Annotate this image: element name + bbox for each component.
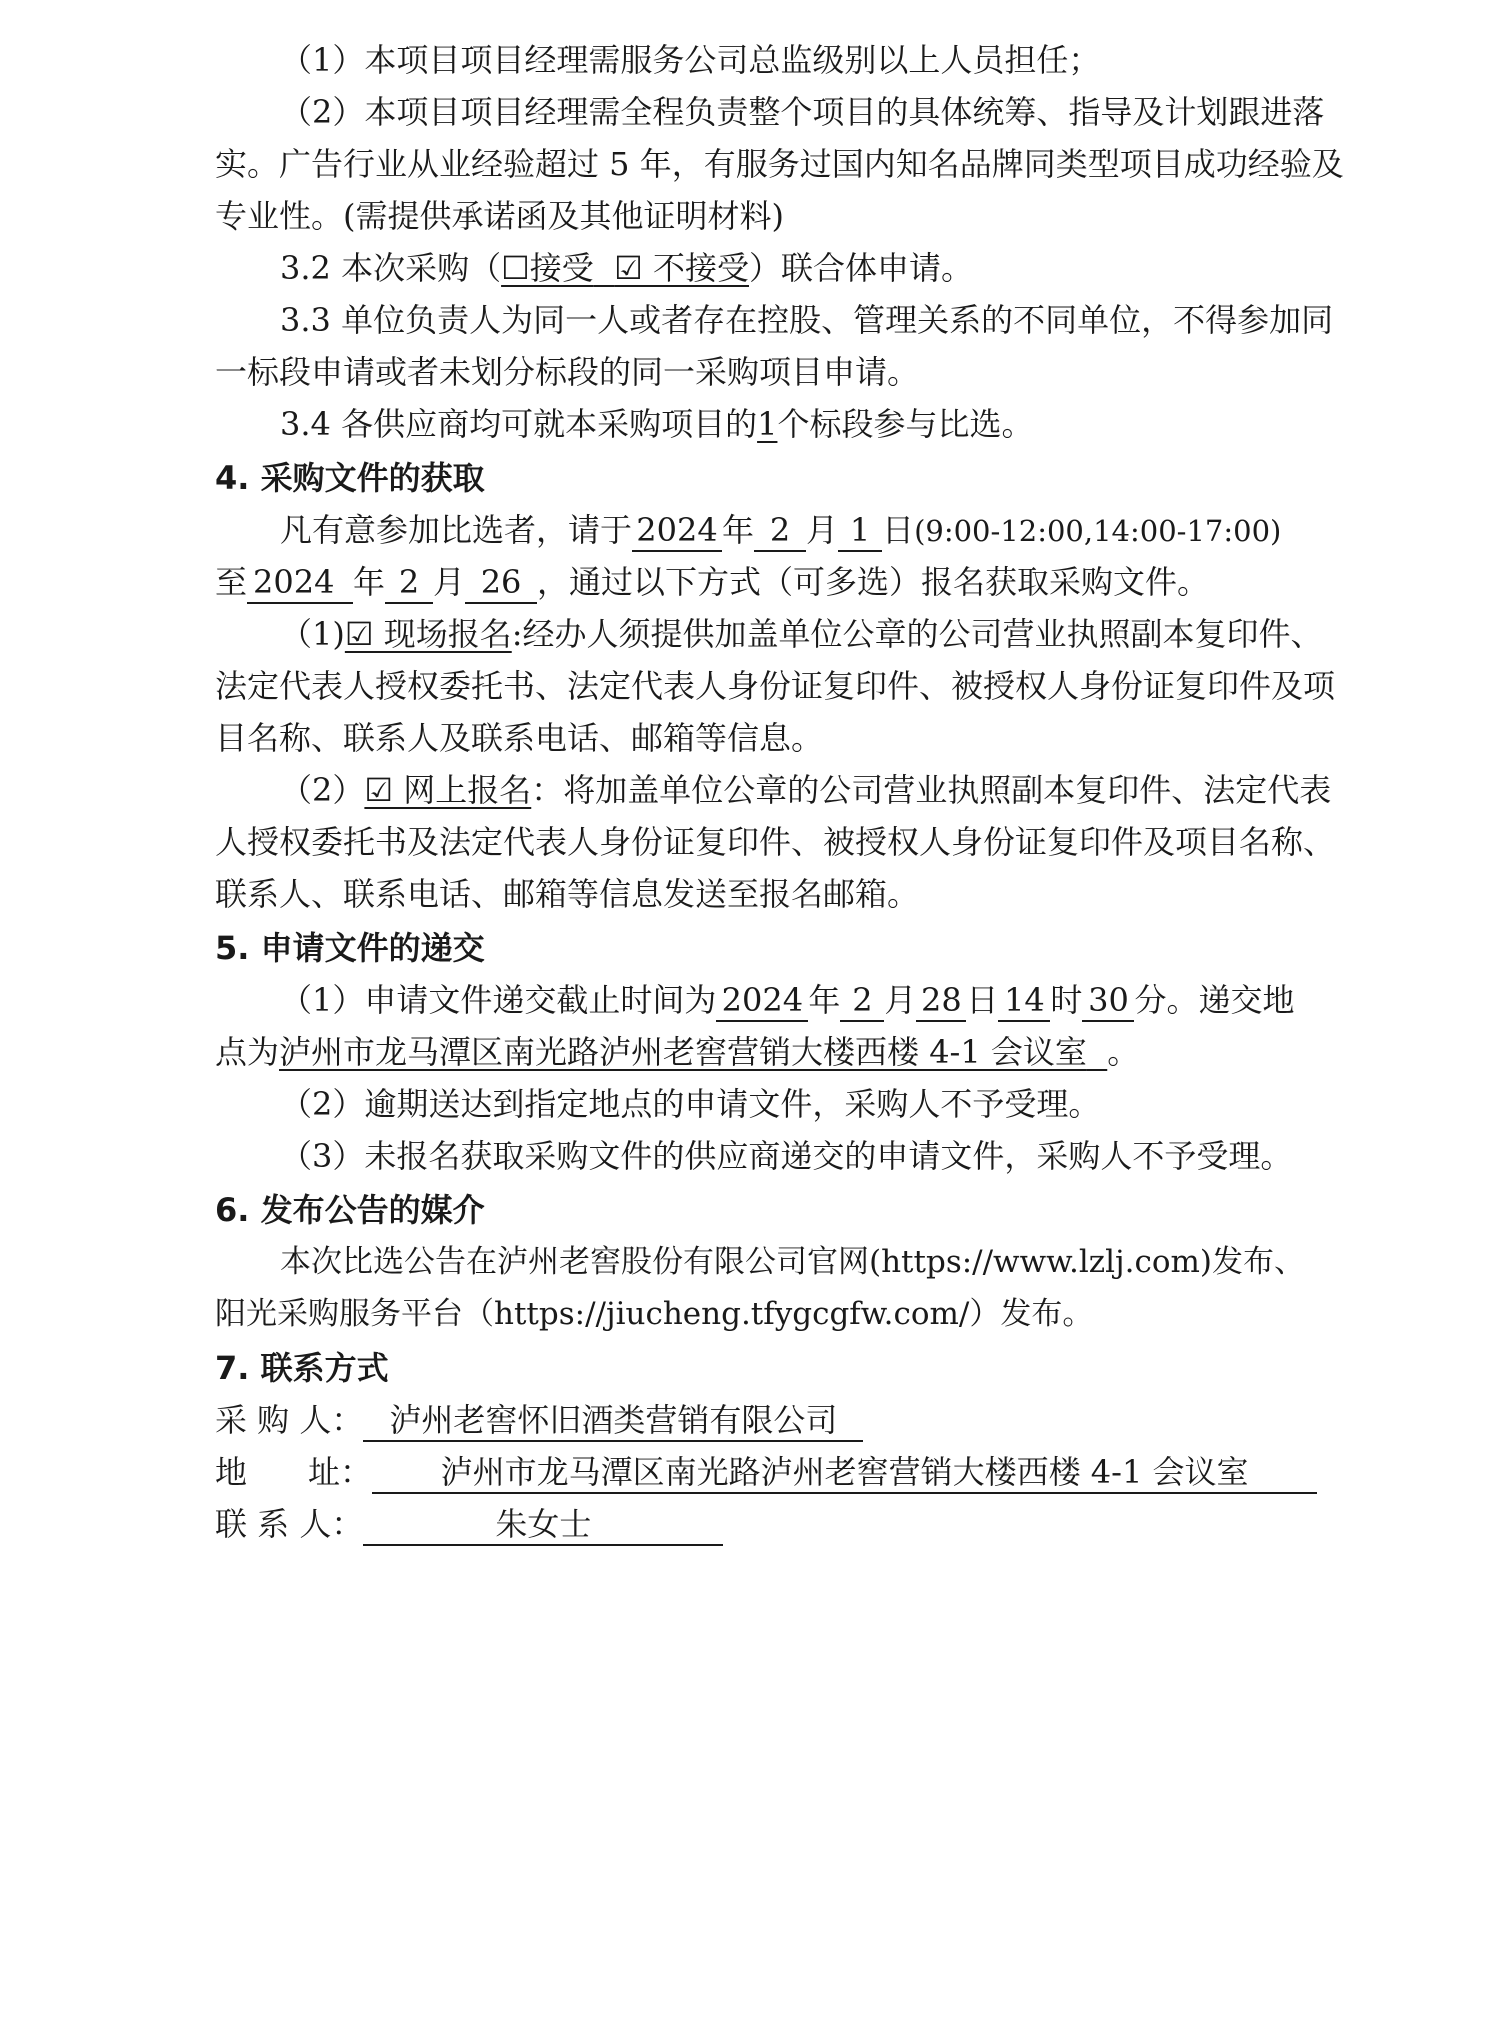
buyer-label: 采 购 人： [215,1401,364,1439]
unregistered-submission-note: （3）未报名获取采购文件的供应商递交的申请文件，采购人不予受理。 [280,1137,1293,1175]
address-value: 泸州市龙马潭区南光路泸州老窖营销大楼西楼 4-1 会议室 [372,1452,1317,1494]
section-7-heading: 7. 联系方式 [215,1349,389,1387]
deadline-hour: 14 [998,980,1050,1022]
req-item-2-line-2: 实。广告行业从业经验超过 5 年，有服务过国内知名品牌同类型项目成功经验及 [215,145,1344,183]
clause-3-4-suffix: 个标段参与比选。 [777,405,1034,443]
onsite-registration-option: ☑ 现场报名 [344,615,512,653]
address-label: 地 址： [215,1453,373,1491]
req-item-1: （1）本项目项目经理需服务公司总监级别以上人员担任； [280,41,1101,79]
deadline-line-2: 点为泸州市龙马潭区南光路泸州老窖营销大楼西楼 4-1 会议室 。 [215,1033,1140,1071]
contact-label: 联 系 人： [215,1505,364,1543]
registration-hours: (9:00-12:00,14:00-17:00) [914,514,1282,548]
section-5-heading: 5. 申请文件的递交 [215,929,485,967]
deadline-line-1: （1）申请文件递交截止时间为 2024 年 2 月 28 日 14 时 30 分。递交地 [280,978,1430,1022]
buyer-row [215,1398,1365,1442]
start-day: 1 [838,510,882,552]
media-line-1: 本次比选公告在泸州老窖股份有限公司官网(https://www.lzlj.com)发布、 [280,1244,1305,1280]
media-line-2: 阳光采购服务平台（https://jiucheng.tfygcgfw.com/）发布。 [215,1296,1094,1332]
clause-3-3-line-1: 3.3 单位负责人为同一人或者存在控股、管理关系的不同单位，不得参加同 [280,301,1334,339]
late-submission-note: （2）逾期送达到指定地点的申请文件，采购人不予受理。 [280,1085,1101,1123]
clause-3-2 [280,246,1430,290]
submission-location: 泸州市龙马潭区南光路泸州老窖营销大楼西楼 4-1 会议室 [279,1033,1087,1071]
deadline-minute: 30 [1082,980,1134,1022]
contact-value: 朱女士 [363,1504,723,1546]
deadline-day: 28 [916,980,966,1022]
end-day: 26 [465,562,537,604]
onsite-registration-line-1: （1)☑ 现场报名:经办人须提供加盖单位公章的公司营业执照副本复印件、 [280,615,1323,653]
contact-row [215,1502,1365,1546]
online-registration-line-1: （2）☑ 网上报名：将加盖单位公章的公司营业执照副本复印件、法定代表 [280,771,1332,809]
clause-3-4 [280,402,1430,446]
online-registration-line-2: 人授权委托书及法定代表人身份证复印件、被授权人身份证复印件及项目名称、 [215,823,1336,861]
online-registration-line-3: 联系人、联系电话、邮箱等信息发送至报名邮箱。 [215,875,920,913]
sec4-period-line-1: 凡有意参加比选者，请于 2024 年 2 月 1 日(9:00-12:00,14:00-17:00) [280,508,1430,553]
clause-3-4-prefix: 3.4 各供应商均可就本采购项目的 [280,405,758,443]
clause-3-2-suffix: ）联合体申请。 [749,249,974,287]
req-item-2-line-1: （2）本项目项目经理需全程负责整个项目的具体统筹、指导及计划跟进落 [280,93,1325,131]
section-4-heading: 4. 采购文件的获取 [215,459,485,497]
end-year: 2024 [247,562,353,604]
consortium-accept-option: ☐接受 [501,249,594,287]
section-6-heading: 6. 发布公告的媒介 [215,1191,485,1229]
end-month: 2 [385,562,433,604]
onsite-registration-line-2: 法定代表人授权委托书、法定代表人身份证复印件、被授权人身份证复印件及项 [215,667,1336,705]
sec4-period-line-2: 至 2024 年 2 月 26 ，通过以下方式（可多选）报名获取采购文件。 [215,560,1365,604]
online-registration-option: ☑ 网上报名 [364,771,532,809]
start-year: 2024 [632,510,722,552]
start-month: 2 [754,510,806,552]
address-row [215,1450,1365,1494]
req-item-2-line-3: 专业性。(需提供承诺函及其他证明材料) [215,197,784,235]
onsite-registration-line-3: 目名称、联系人及联系电话、邮箱等信息。 [215,719,824,757]
deadline-month: 2 [840,980,884,1022]
clause-3-2-prefix: 3.2 本次采购（ [280,249,502,287]
deadline-year: 2024 [716,980,808,1022]
clause-3-3-line-2: 一标段申请或者未划分标段的同一采购项目申请。 [215,353,920,391]
lot-count: 1 [757,405,778,443]
buyer-value: 泸州老窖怀旧酒类营销有限公司 [363,1400,863,1442]
consortium-reject-option: ☑ 不接受 [614,249,749,287]
